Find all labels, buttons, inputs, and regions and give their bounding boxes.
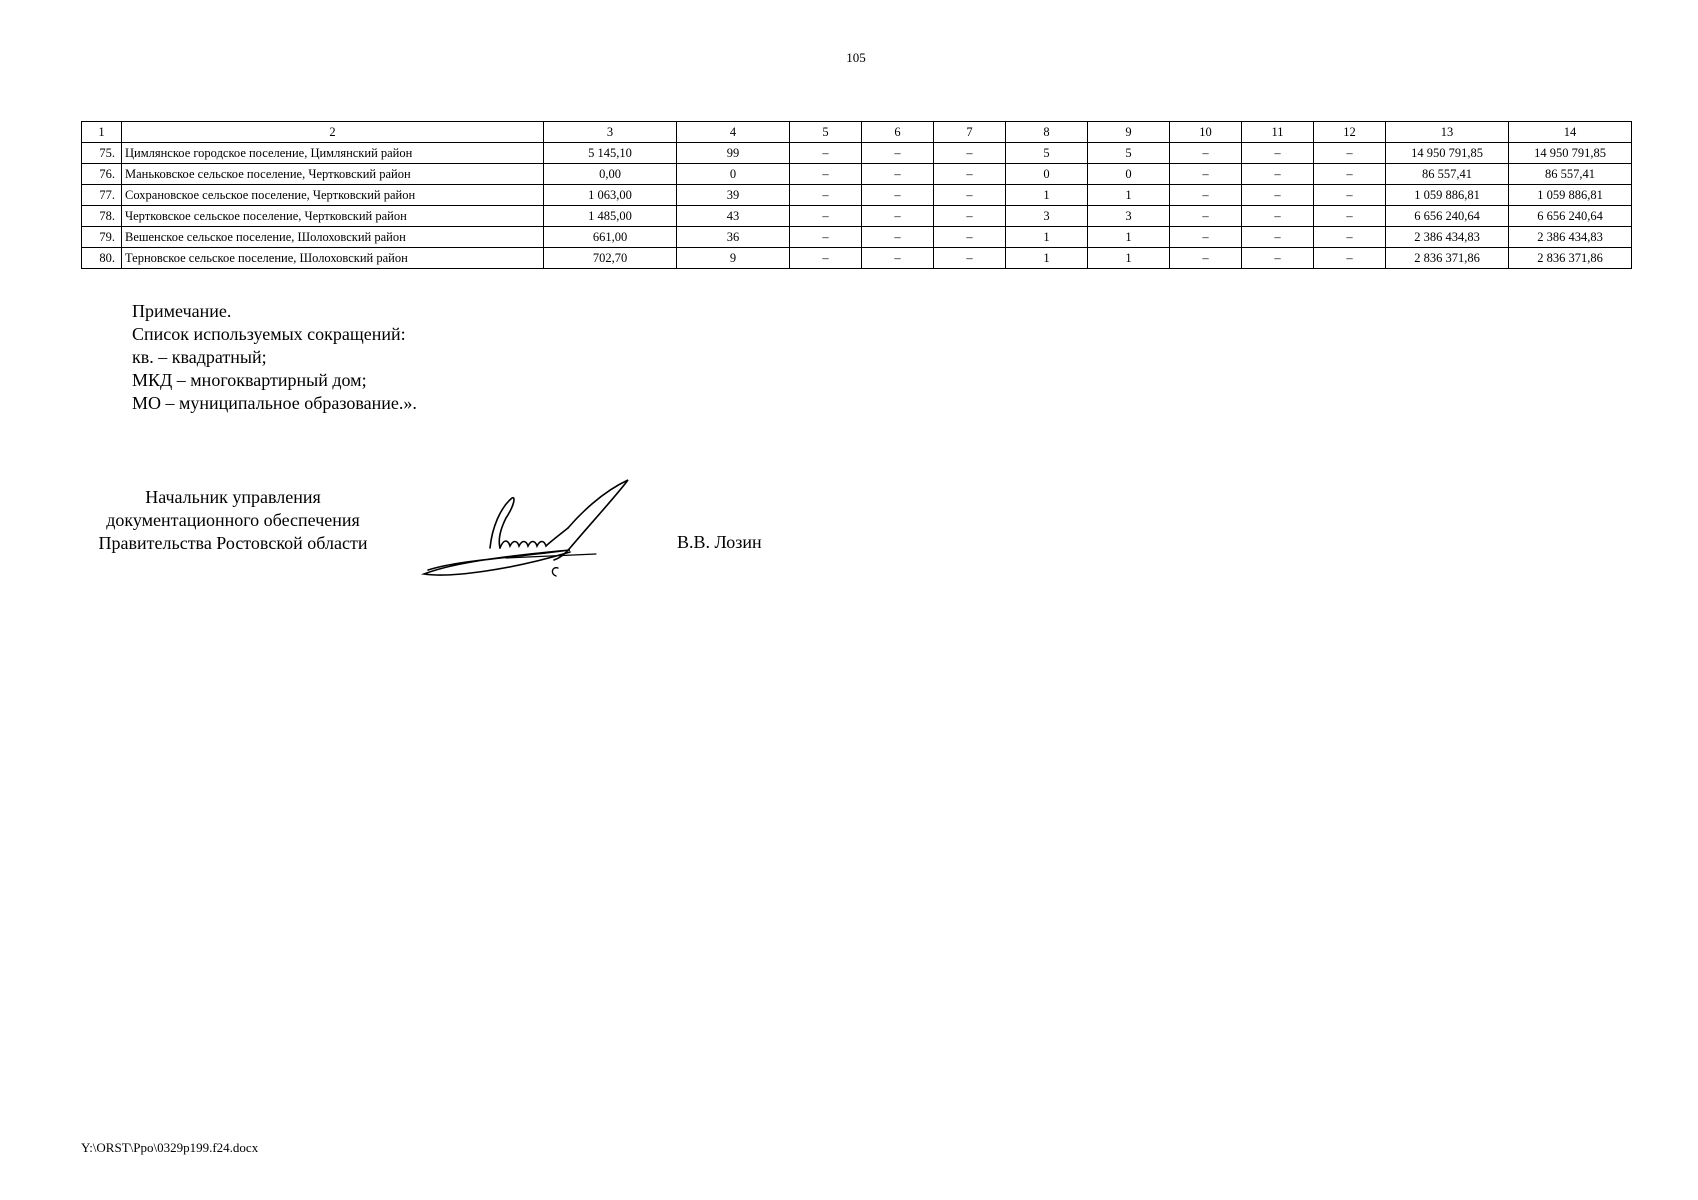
- municipality-name: Маньковское сельское поселение, Чертковский район: [122, 164, 544, 185]
- table-cell: –: [862, 227, 934, 248]
- column-header: 10: [1170, 122, 1242, 143]
- table-cell: 39: [677, 185, 790, 206]
- table-cell: 5 145,10: [544, 143, 677, 164]
- table-cell: –: [862, 206, 934, 227]
- table-cell: 702,70: [544, 248, 677, 269]
- column-header: 13: [1386, 122, 1509, 143]
- table-cell: 14 950 791,85: [1509, 143, 1632, 164]
- column-header: 3: [544, 122, 677, 143]
- table-cell: –: [790, 206, 862, 227]
- table-cell: –: [1314, 143, 1386, 164]
- note-line: Список используемых сокращений:: [132, 324, 406, 344]
- municipality-name: Чертковское сельское поселение, Чертковский район: [122, 206, 544, 227]
- table-cell: 14 950 791,85: [1386, 143, 1509, 164]
- table-cell: 1 485,00: [544, 206, 677, 227]
- row-number: 80.: [82, 248, 122, 269]
- table-cell: 2 836 371,86: [1509, 248, 1632, 269]
- table-cell: –: [790, 164, 862, 185]
- column-header: 12: [1314, 122, 1386, 143]
- column-header: 8: [1006, 122, 1088, 143]
- table-cell: 9: [677, 248, 790, 269]
- table-cell: 0,00: [544, 164, 677, 185]
- table-row: [82, 185, 1632, 206]
- table-cell: 1 059 886,81: [1509, 185, 1632, 206]
- table-cell: –: [1314, 248, 1386, 269]
- table-cell: –: [862, 143, 934, 164]
- table-cell: –: [1170, 185, 1242, 206]
- table-cell: 2 386 434,83: [1386, 227, 1509, 248]
- table-cell: –: [1314, 185, 1386, 206]
- table-cell: 5: [1088, 143, 1170, 164]
- column-header: 14: [1509, 122, 1632, 143]
- table-header-row: [82, 122, 1632, 143]
- column-header: 2: [122, 122, 544, 143]
- municipality-name: Цимлянское городское поселение, Цимлянский район: [122, 143, 544, 164]
- table-row: [82, 248, 1632, 269]
- table-cell: –: [790, 185, 862, 206]
- table-cell: 0: [1088, 164, 1170, 185]
- table-cell: –: [1314, 164, 1386, 185]
- table-cell: –: [934, 248, 1006, 269]
- table-cell: –: [862, 185, 934, 206]
- row-number: 79.: [82, 227, 122, 248]
- table-cell: –: [1242, 164, 1314, 185]
- table-cell: –: [1170, 143, 1242, 164]
- table-cell: –: [1314, 227, 1386, 248]
- note-line: МО – муниципальное образование.».: [132, 393, 417, 413]
- table-cell: 6 656 240,64: [1509, 206, 1632, 227]
- table-cell: 2 386 434,83: [1509, 227, 1632, 248]
- table-cell: 0: [1006, 164, 1088, 185]
- table-cell: –: [934, 227, 1006, 248]
- row-number: 75.: [82, 143, 122, 164]
- table-cell: –: [1242, 185, 1314, 206]
- table-cell: –: [1242, 143, 1314, 164]
- municipality-name: Вешенское сельское поселение, Шолоховский район: [122, 227, 544, 248]
- note-title: Примечание.: [132, 301, 232, 321]
- signer-name: В.В. Лозин: [677, 532, 762, 552]
- signer-position-line: Правительства Ростовской области: [98, 533, 368, 553]
- table-cell: 1 059 886,81: [1386, 185, 1509, 206]
- table-cell: –: [1314, 206, 1386, 227]
- table-cell: 1 063,00: [544, 185, 677, 206]
- table-cell: –: [934, 164, 1006, 185]
- table-cell: 0: [677, 164, 790, 185]
- municipality-name: Терновское сельское поселение, Шолоховский район: [122, 248, 544, 269]
- data-table: [81, 121, 1632, 269]
- table-cell: –: [790, 143, 862, 164]
- column-header: 1: [82, 122, 122, 143]
- column-header: 11: [1242, 122, 1314, 143]
- signer-position-line: Начальник управления: [145, 487, 321, 507]
- signer-position-line: документационного обеспечения: [106, 510, 360, 530]
- table-cell: 5: [1006, 143, 1088, 164]
- table-cell: 36: [677, 227, 790, 248]
- table-cell: 1: [1006, 227, 1088, 248]
- table-cell: –: [934, 143, 1006, 164]
- column-header: 5: [790, 122, 862, 143]
- table-row: [82, 164, 1632, 185]
- table-cell: 3: [1006, 206, 1088, 227]
- municipality-name: Сохрановское сельское поселение, Чертковский район: [122, 185, 544, 206]
- handwritten-signature: [420, 478, 660, 590]
- row-number: 77.: [82, 185, 122, 206]
- table-cell: –: [934, 206, 1006, 227]
- table-cell: –: [1242, 248, 1314, 269]
- table-cell: 6 656 240,64: [1386, 206, 1509, 227]
- table-cell: 1: [1088, 227, 1170, 248]
- column-header: 6: [862, 122, 934, 143]
- table-cell: –: [1170, 206, 1242, 227]
- table-cell: –: [1170, 248, 1242, 269]
- table-cell: 1: [1088, 248, 1170, 269]
- column-header: 7: [934, 122, 1006, 143]
- file-path: Y:\ORST\Ppo\0329p199.f24.docx: [81, 1140, 259, 1155]
- table-cell: –: [1170, 227, 1242, 248]
- page-number: 105: [846, 50, 866, 65]
- table-cell: –: [1242, 227, 1314, 248]
- table-row: [82, 143, 1632, 164]
- table-cell: 43: [677, 206, 790, 227]
- table-cell: –: [862, 248, 934, 269]
- table-row: [82, 227, 1632, 248]
- column-header: 4: [677, 122, 790, 143]
- table-cell: 1: [1006, 185, 1088, 206]
- table-cell: 2 836 371,86: [1386, 248, 1509, 269]
- table-cell: 86 557,41: [1386, 164, 1509, 185]
- table-row: [82, 206, 1632, 227]
- table-cell: –: [934, 185, 1006, 206]
- table-cell: –: [790, 248, 862, 269]
- table-cell: 99: [677, 143, 790, 164]
- note-section: [132, 300, 417, 415]
- table-cell: 661,00: [544, 227, 677, 248]
- column-header: 9: [1088, 122, 1170, 143]
- table-cell: –: [790, 227, 862, 248]
- table-cell: –: [862, 164, 934, 185]
- table-cell: 3: [1088, 206, 1170, 227]
- table-cell: –: [1242, 206, 1314, 227]
- table-cell: 1: [1006, 248, 1088, 269]
- table-cell: 86 557,41: [1509, 164, 1632, 185]
- table-cell: –: [1170, 164, 1242, 185]
- signer-position: [78, 486, 388, 555]
- note-line: МКД – многоквартирный дом;: [132, 370, 367, 390]
- note-line: кв. – квадратный;: [132, 347, 267, 367]
- table-cell: 1: [1088, 185, 1170, 206]
- row-number: 78.: [82, 206, 122, 227]
- row-number: 76.: [82, 164, 122, 185]
